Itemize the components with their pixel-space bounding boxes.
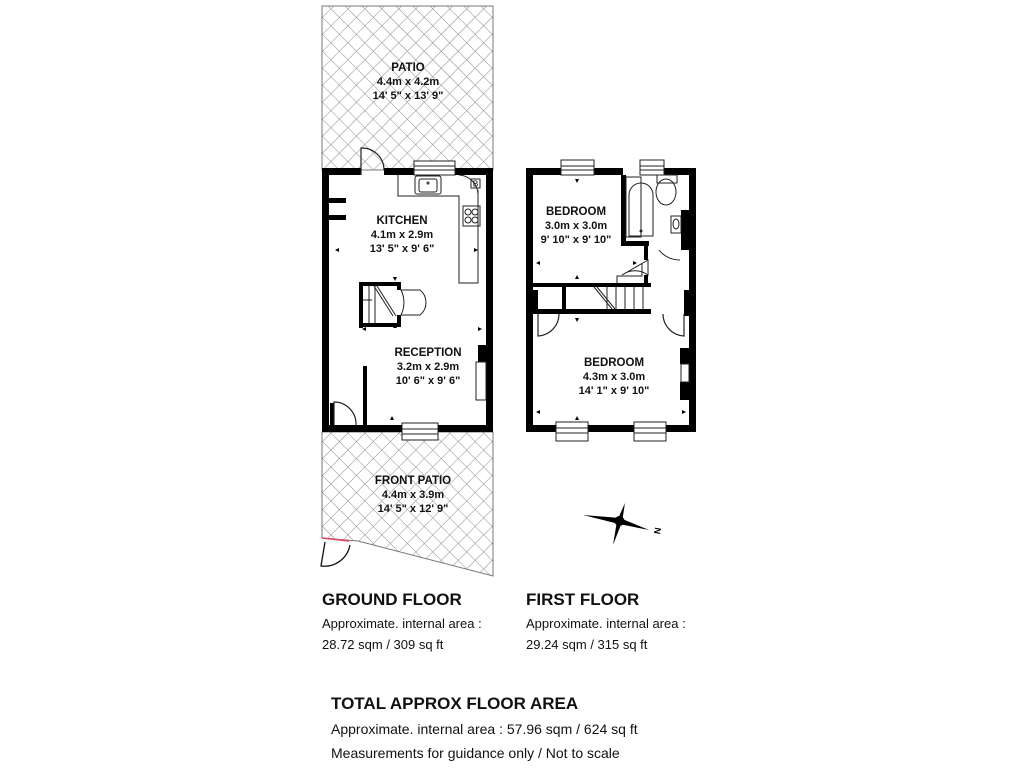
total-area-value: Approximate. internal area : 57.96 sqm / 624 sq ft	[331, 721, 638, 737]
room-imperial: 10' 6" x 9' 6"	[395, 375, 461, 387]
room-label-kitchen	[354, 214, 450, 256]
ground-floor-area-label: Approximate. internal area :	[322, 616, 482, 631]
room-metric: 3.0m x 3.0m	[544, 220, 608, 232]
compass-rose-icon	[583, 503, 649, 545]
room-imperial: 14' 1" x 9' 10"	[578, 385, 650, 397]
room-metric: 4.4m x 3.9m	[381, 489, 445, 501]
room-label-reception	[378, 346, 478, 388]
ground-floor-area-value: 28.72 sqm / 309 sq ft	[322, 637, 444, 652]
first-floor-area	[526, 613, 686, 655]
ground-floor-area	[322, 613, 482, 655]
room-name: BEDROOM	[583, 357, 645, 369]
boiler-label: B	[472, 179, 479, 189]
room-metric: 4.1m x 2.9m	[370, 229, 434, 241]
room-metric: 3.2m x 2.9m	[396, 361, 460, 373]
room-label-front-patio	[358, 474, 468, 516]
ground-stairs	[362, 286, 426, 323]
compass-north-label: N	[652, 526, 664, 535]
room-name: RECEPTION	[394, 347, 462, 359]
total-area-title: TOTAL APPROX FLOOR AREA	[331, 694, 579, 713]
room-label-patio	[360, 61, 456, 103]
room-name: KITCHEN	[376, 215, 428, 227]
ground-dimension-markers	[335, 248, 482, 420]
first-floor-doors	[538, 314, 684, 336]
first-floor-title: FIRST FLOOR	[526, 590, 640, 609]
room-label-bedroom-2	[564, 356, 664, 398]
room-imperial: 14' 5" x 13' 9"	[372, 90, 444, 102]
ground-floor-walls	[322, 168, 493, 432]
first-floor-area-label: Approximate. internal area :	[526, 616, 686, 631]
room-metric: 4.3m x 3.0m	[582, 371, 646, 383]
ground-windows	[402, 161, 455, 440]
bathroom-fittings	[622, 175, 681, 275]
first-floor-area-value: 29.24 sqm / 315 sq ft	[526, 637, 648, 652]
ground-floor-title: GROUND FLOOR	[322, 590, 462, 609]
disclaimer: Measurements for guidance only / Not to scale	[331, 745, 620, 761]
room-imperial: 9' 10" x 9' 10"	[540, 234, 612, 246]
room-metric: 4.4m x 4.2m	[376, 76, 440, 88]
room-name: FRONT PATIO	[374, 475, 452, 487]
room-imperial: 13' 5" x 9' 6"	[369, 243, 435, 255]
room-imperial: 14' 5" x 12' 9"	[377, 503, 449, 515]
room-name: BEDROOM	[545, 206, 607, 218]
room-label-bedroom-1	[528, 205, 624, 247]
room-name: PATIO	[391, 62, 425, 74]
